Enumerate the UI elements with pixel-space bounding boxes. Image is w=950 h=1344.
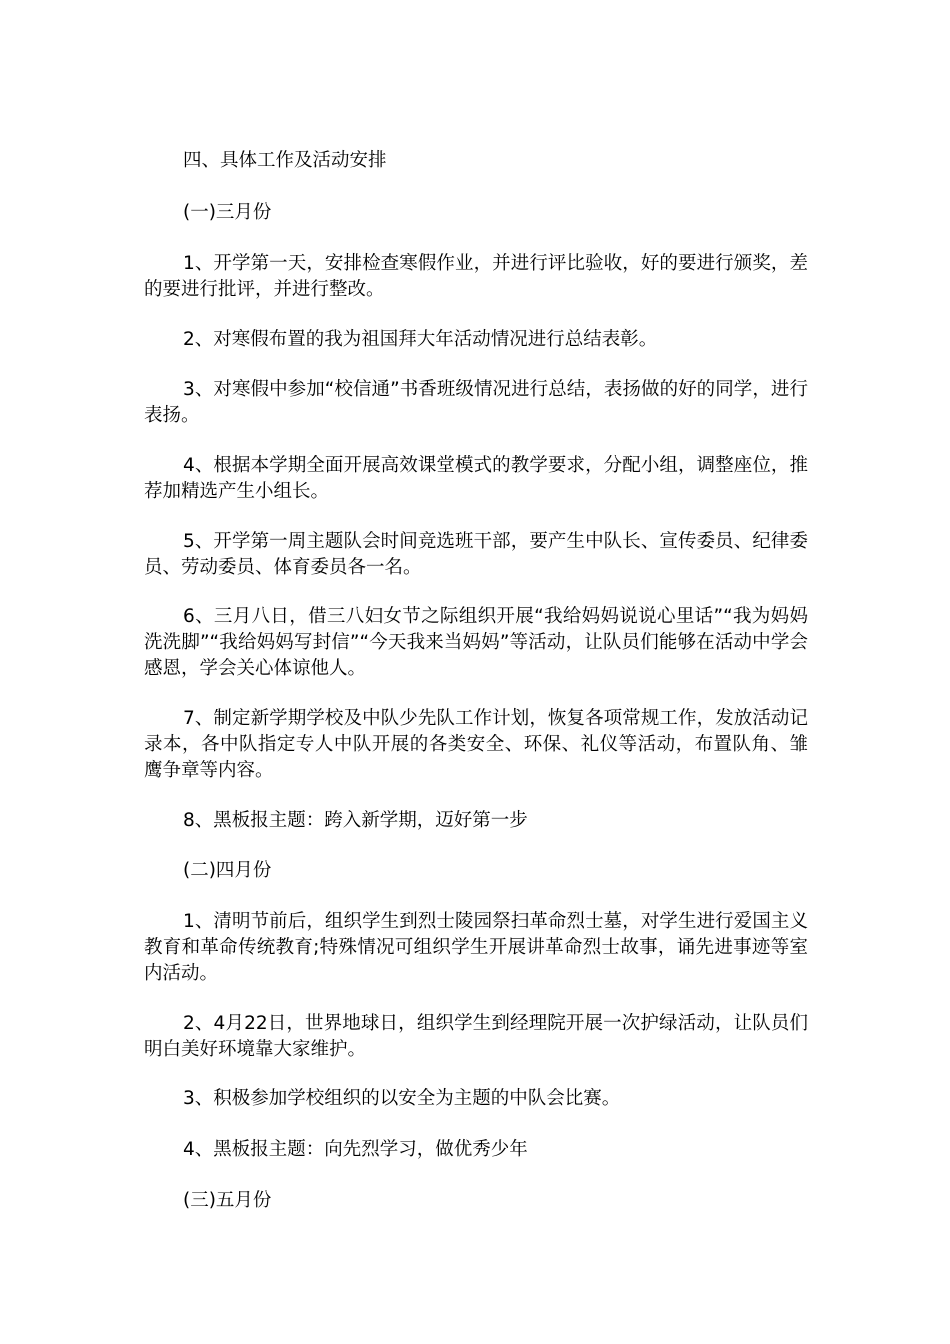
list-item: 4、根据本学期全面开展高效课堂模式的教学要求，分配小组，调整座位，推荐加精选产生小组长。 [144,455,808,502]
list-item: 4、黑板报主题：向先烈学习，做优秀少年 [183,1139,528,1160]
list-item: 3、积极参加学校组织的以安全为主题的中队会比赛。 [183,1088,621,1109]
list-item: 7、制定新学期学校及中队少先队工作计划，恢复各项常规工作，发放活动记录本，各中队指定专人中队开展的各类安全、环保、礼仪等活动，布置队角、雏鹰争章等内容。 [144,708,808,781]
list-item: 1、清明节前后，组织学生到烈士陵园祭扫革命烈士墓，对学生进行爱国主义教育和革命传统教育;特殊情况可组织学生开展讲革命烈士故事，诵先进事迹等室内活动。 [144,911,808,984]
month-heading-april: (二)四月份 [183,860,272,881]
list-item: 1、开学第一天，安排检查寒假作业，并进行评比验收，好的要进行颁奖，差的要进行批评，并进行整改。 [144,253,808,300]
list-item: 2、4月22日，世界地球日，组织学生到经理院开展一次护绿活动，让队员们明白美好环境靠大家维护。 [144,1013,808,1060]
list-item: 5、开学第一周主题队会时间竞选班干部，要产生中队长、宣传委员、纪律委员、劳动委员、体育委员各一名。 [144,531,808,578]
list-item: 3、对寒假中参加“校信通”书香班级情况进行总结，表扬做的好的同学，进行表扬。 [144,379,808,426]
month-heading-march: (一)三月份 [183,202,272,223]
list-item: 8、黑板报主题：跨入新学期，迈好第一步 [183,810,528,831]
section-heading: 四、具体工作及活动安排 [183,150,387,171]
list-item: 6、三月八日，借三八妇女节之际组织开展“我给妈妈说说心里话”“我为妈妈洗洗脚”“我给妈妈写封信”“今天我来当妈妈”等活动，让队员们能够在活动中学会感恩，学会关心体谅他人。 [144,606,808,679]
list-item: 2、对寒假布置的我为祖国拜大年活动情况进行总结表彰。 [183,329,658,350]
month-heading-may: (三)五月份 [183,1190,272,1211]
